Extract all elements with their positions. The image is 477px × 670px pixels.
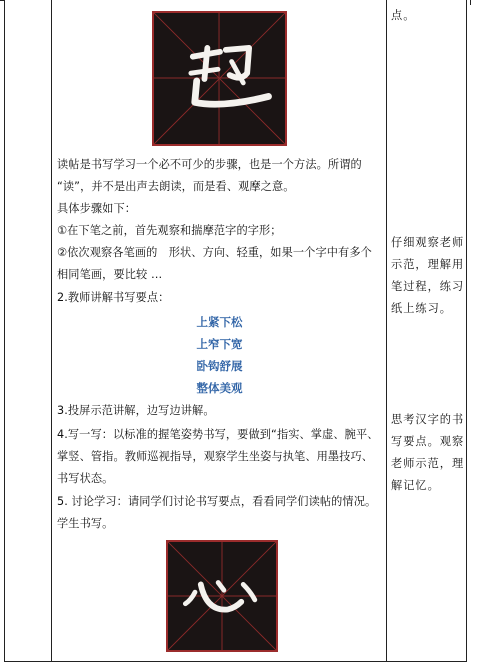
writing-point: 卧钩舒展 (196, 359, 243, 373)
writing-point: 上窄下宽 (196, 337, 243, 351)
writing-point: 整体美观 (196, 381, 243, 395)
calligraphy-image-top (152, 11, 287, 146)
table-border-left (4, 0, 5, 662)
table-column-divider-2 (386, 0, 387, 662)
page-corner-mark (0, 0, 5, 1)
main-content-cell (53, 0, 386, 662)
page-corner-mark (470, 0, 471, 5)
item-4-line: 4.写一写：以标准的握笔姿势书写，要做到“指实、掌虚、腕平、 (57, 428, 379, 441)
step-2-line: ②依次观察各笔画的 形状、方向、轻重，如果一个字中有多个 (57, 246, 372, 259)
side-note-practice: 仔细观察老师示范，理解用笔过程，练习纸上练习。 (391, 236, 465, 315)
side-note-think: 思考汉字的书写要点。观察老师示范，理解记忆。 (391, 413, 465, 492)
item-5-line: 5. 讨论学习：请同学们讨论书写要点，看看同学们读帖的情况。 (57, 495, 377, 508)
step-2-line: 相同笔画，要比较 … (57, 268, 163, 281)
item-2-heading: 2.教师讲解书写要点： (57, 291, 170, 304)
item-4-line: 书写状态。 (57, 472, 114, 485)
table-border-right (466, 0, 467, 662)
paragraph-line: “读”，并不是出声去朗读，而是看、观摩之意。 (57, 180, 295, 193)
student-activity-cell (388, 0, 466, 662)
item-3: 3.投屏示范讲解，边写边讲解。 (57, 404, 215, 417)
item-5-line: 学生书写。 (57, 517, 114, 530)
writing-point: 上紧下松 (196, 315, 243, 329)
table-column-divider-1 (51, 0, 52, 662)
item-4-line: 掌竖、管指。教师巡视指导，观察学生坐姿与执笔、用墨技巧、 (57, 450, 374, 463)
calligraphy-image-bottom (166, 540, 278, 652)
side-note-top: 点。 (391, 9, 416, 22)
calligraphy-xin-glyph (168, 542, 276, 650)
calligraphy-qi-glyph (154, 13, 285, 144)
step-1: ①在下笔之前，首先观察和揣摩范字的字形； (57, 224, 282, 237)
paragraph-line: 读帖是书写学习一个必不可少的步骤，也是一个方法。所谓的 (57, 158, 362, 171)
steps-title: 具体步骤如下： (57, 202, 137, 215)
